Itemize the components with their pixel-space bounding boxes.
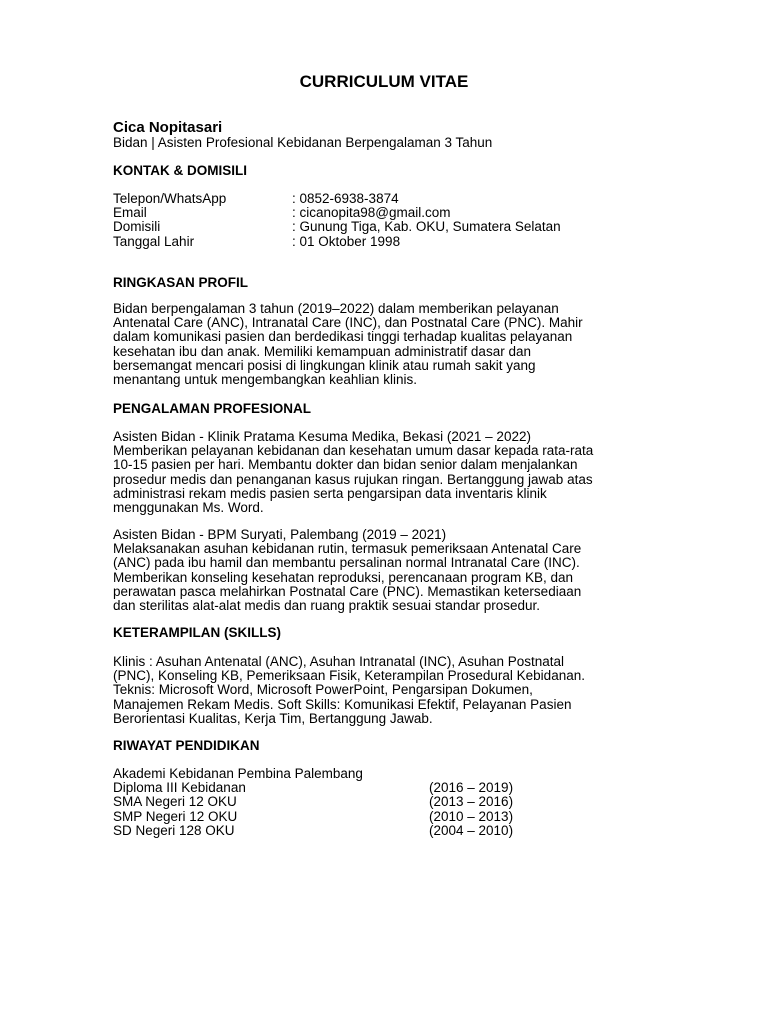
- contact-label: Telepon/WhatsApp: [113, 191, 227, 206]
- education-label: Diploma III Kebidanan: [113, 780, 246, 796]
- header-block: [113, 120, 656, 150]
- section-heading: KETERAMPILAN (SKILLS): [113, 625, 281, 640]
- candidate-name: Cica Nopitasari: [113, 119, 223, 136]
- skills-heading: [113, 626, 656, 640]
- summary-line: Antenatal Care (ANC), Intranatal Care (INC), dan Postnatal Care (PNC). Mahir: [113, 315, 583, 331]
- education-section: [113, 767, 656, 838]
- summary-line: menantang untuk mengembangkan keahlian klinis.: [113, 372, 417, 388]
- education-heading: [113, 739, 656, 753]
- education-years: (2013 – 2016): [429, 794, 514, 810]
- education-row: [113, 795, 656, 809]
- education-label: SMP Negeri 12 OKU: [113, 808, 238, 824]
- summary-line: bersemangat mencari posisi di lingkungan klinik atau rumah sakit yang: [113, 357, 536, 373]
- job-line: Melaksanakan asuhan kebidanan rutin, termasuk pemeriksaan Antenatal Care: [113, 541, 582, 557]
- section-heading: RINGKASAN PROFIL: [113, 275, 248, 290]
- education-label: SMA Negeri 12 OKU: [113, 794, 237, 810]
- contact-value: : 01 Oktober 1998: [292, 233, 401, 249]
- section-heading: RIWAYAT PENDIDIKAN: [113, 738, 260, 753]
- document-title: CURRICULUM VITAE: [299, 72, 469, 91]
- contact-value: : cicanopita98@gmail.com: [292, 205, 451, 221]
- contact-value: : Gunung Tiga, Kab. OKU, Sumatera Selatan: [292, 219, 561, 235]
- job-line: dan sterilitas alat-alat medis dan ruang praktik sesuai standar prosedur.: [113, 598, 540, 614]
- summary-line: kesehatan ibu dan anak. Memiliki kemampuan administratif dasar dan: [113, 343, 531, 359]
- candidate-tagline: Bidan | Asisten Profesional Kebidanan Berpengalaman 3 Tahun: [113, 135, 493, 150]
- job-line: menggunakan Ms. Word.: [113, 500, 264, 516]
- job-line: administrasi rekam medis pasien serta pengarsipan data inventaris klinik: [113, 485, 547, 501]
- education-row: [113, 824, 656, 838]
- job-line: Asisten Bidan - BPM Suryati, Palembang (2019 – 2021): [113, 527, 447, 542]
- contact-heading: [113, 164, 656, 178]
- skills-line: Berorientasi Kualitas, Kerja Tim, Bertanggung Jawab.: [113, 710, 433, 726]
- section-heading: PENGALAMAN PROFESIONAL: [113, 401, 312, 416]
- contact-section: [113, 192, 656, 249]
- job-line: Memberikan konseling kesehatan reproduksi, perencanaan program KB, dan: [113, 569, 574, 585]
- contact-value: : 0852-6938-3874: [292, 191, 399, 206]
- skills-line: (PNC), Konseling KB, Pemeriksaan Fisik, Keterampilan Prosedural Kebidanan.: [113, 668, 585, 684]
- skills-line: Teknis: Microsoft Word, Microsoft PowerPoint, Pengarsipan Dokumen,: [113, 682, 533, 698]
- education-institution: Akademi Kebidanan Pembina Palembang: [113, 766, 363, 781]
- experience-heading: [113, 402, 656, 416]
- job-line: (ANC) pada ibu hamil dan membantu persalinan normal Intranatal Care (INC).: [113, 555, 580, 571]
- contact-row-phone: [113, 192, 656, 206]
- contact-label: Domisili: [113, 219, 161, 235]
- job-line: Memberikan pelayanan kebidanan dan kesehatan umum dasar kepada rata-rata: [113, 443, 594, 459]
- contact-row-email: [113, 206, 656, 220]
- summary-line: dalam komunikasi pasien dan berdedikasi tinggi terhadap kualitas pelayanan: [113, 329, 573, 345]
- education-years: (2016 – 2019): [429, 780, 514, 796]
- education-years: (2004 – 2010): [429, 822, 514, 838]
- experience-job-1: [113, 430, 656, 515]
- job-line: prosedur medis dan penanganan kasus rujukan ringan. Bertanggung jawab atas: [113, 471, 593, 487]
- contact-row-domicile: [113, 220, 656, 234]
- job-line: Asisten Bidan - Klinik Pratama Kesuma Medika, Bekasi (2021 – 2022): [113, 429, 531, 444]
- section-heading: KONTAK & DOMISILI: [113, 163, 247, 178]
- contact-row-birthdate: [113, 235, 656, 249]
- education-years: (2010 – 2013): [429, 808, 514, 824]
- summary-heading: [113, 276, 656, 290]
- experience-job-2: [113, 528, 656, 613]
- summary-section: [113, 302, 656, 387]
- summary-line: Bidan berpengalaman 3 tahun (2019–2022) dalam memberikan pelayanan: [113, 301, 559, 316]
- skills-line: Klinis : Asuhan Antenatal (ANC), Asuhan Intranatal (INC), Asuhan Postnatal: [113, 654, 565, 669]
- contact-label: Tanggal Lahir: [113, 233, 195, 249]
- education-label: SD Negeri 128 OKU: [113, 822, 235, 838]
- skills-line: Manajemen Rekam Medis. Soft Skills: Komunikasi Efektif, Pelayanan Pasien: [113, 696, 572, 712]
- education-row: [113, 810, 656, 824]
- job-line: perawatan pasca melahirkan Postnatal Care (PNC). Memastikan ketersediaan: [113, 583, 582, 599]
- job-line: 10-15 pasien per hari. Membantu dokter dan bidan senior dalam menjalankan: [113, 457, 578, 473]
- education-row: [113, 781, 656, 795]
- skills-section: [113, 655, 656, 726]
- contact-label: Email: [113, 205, 147, 221]
